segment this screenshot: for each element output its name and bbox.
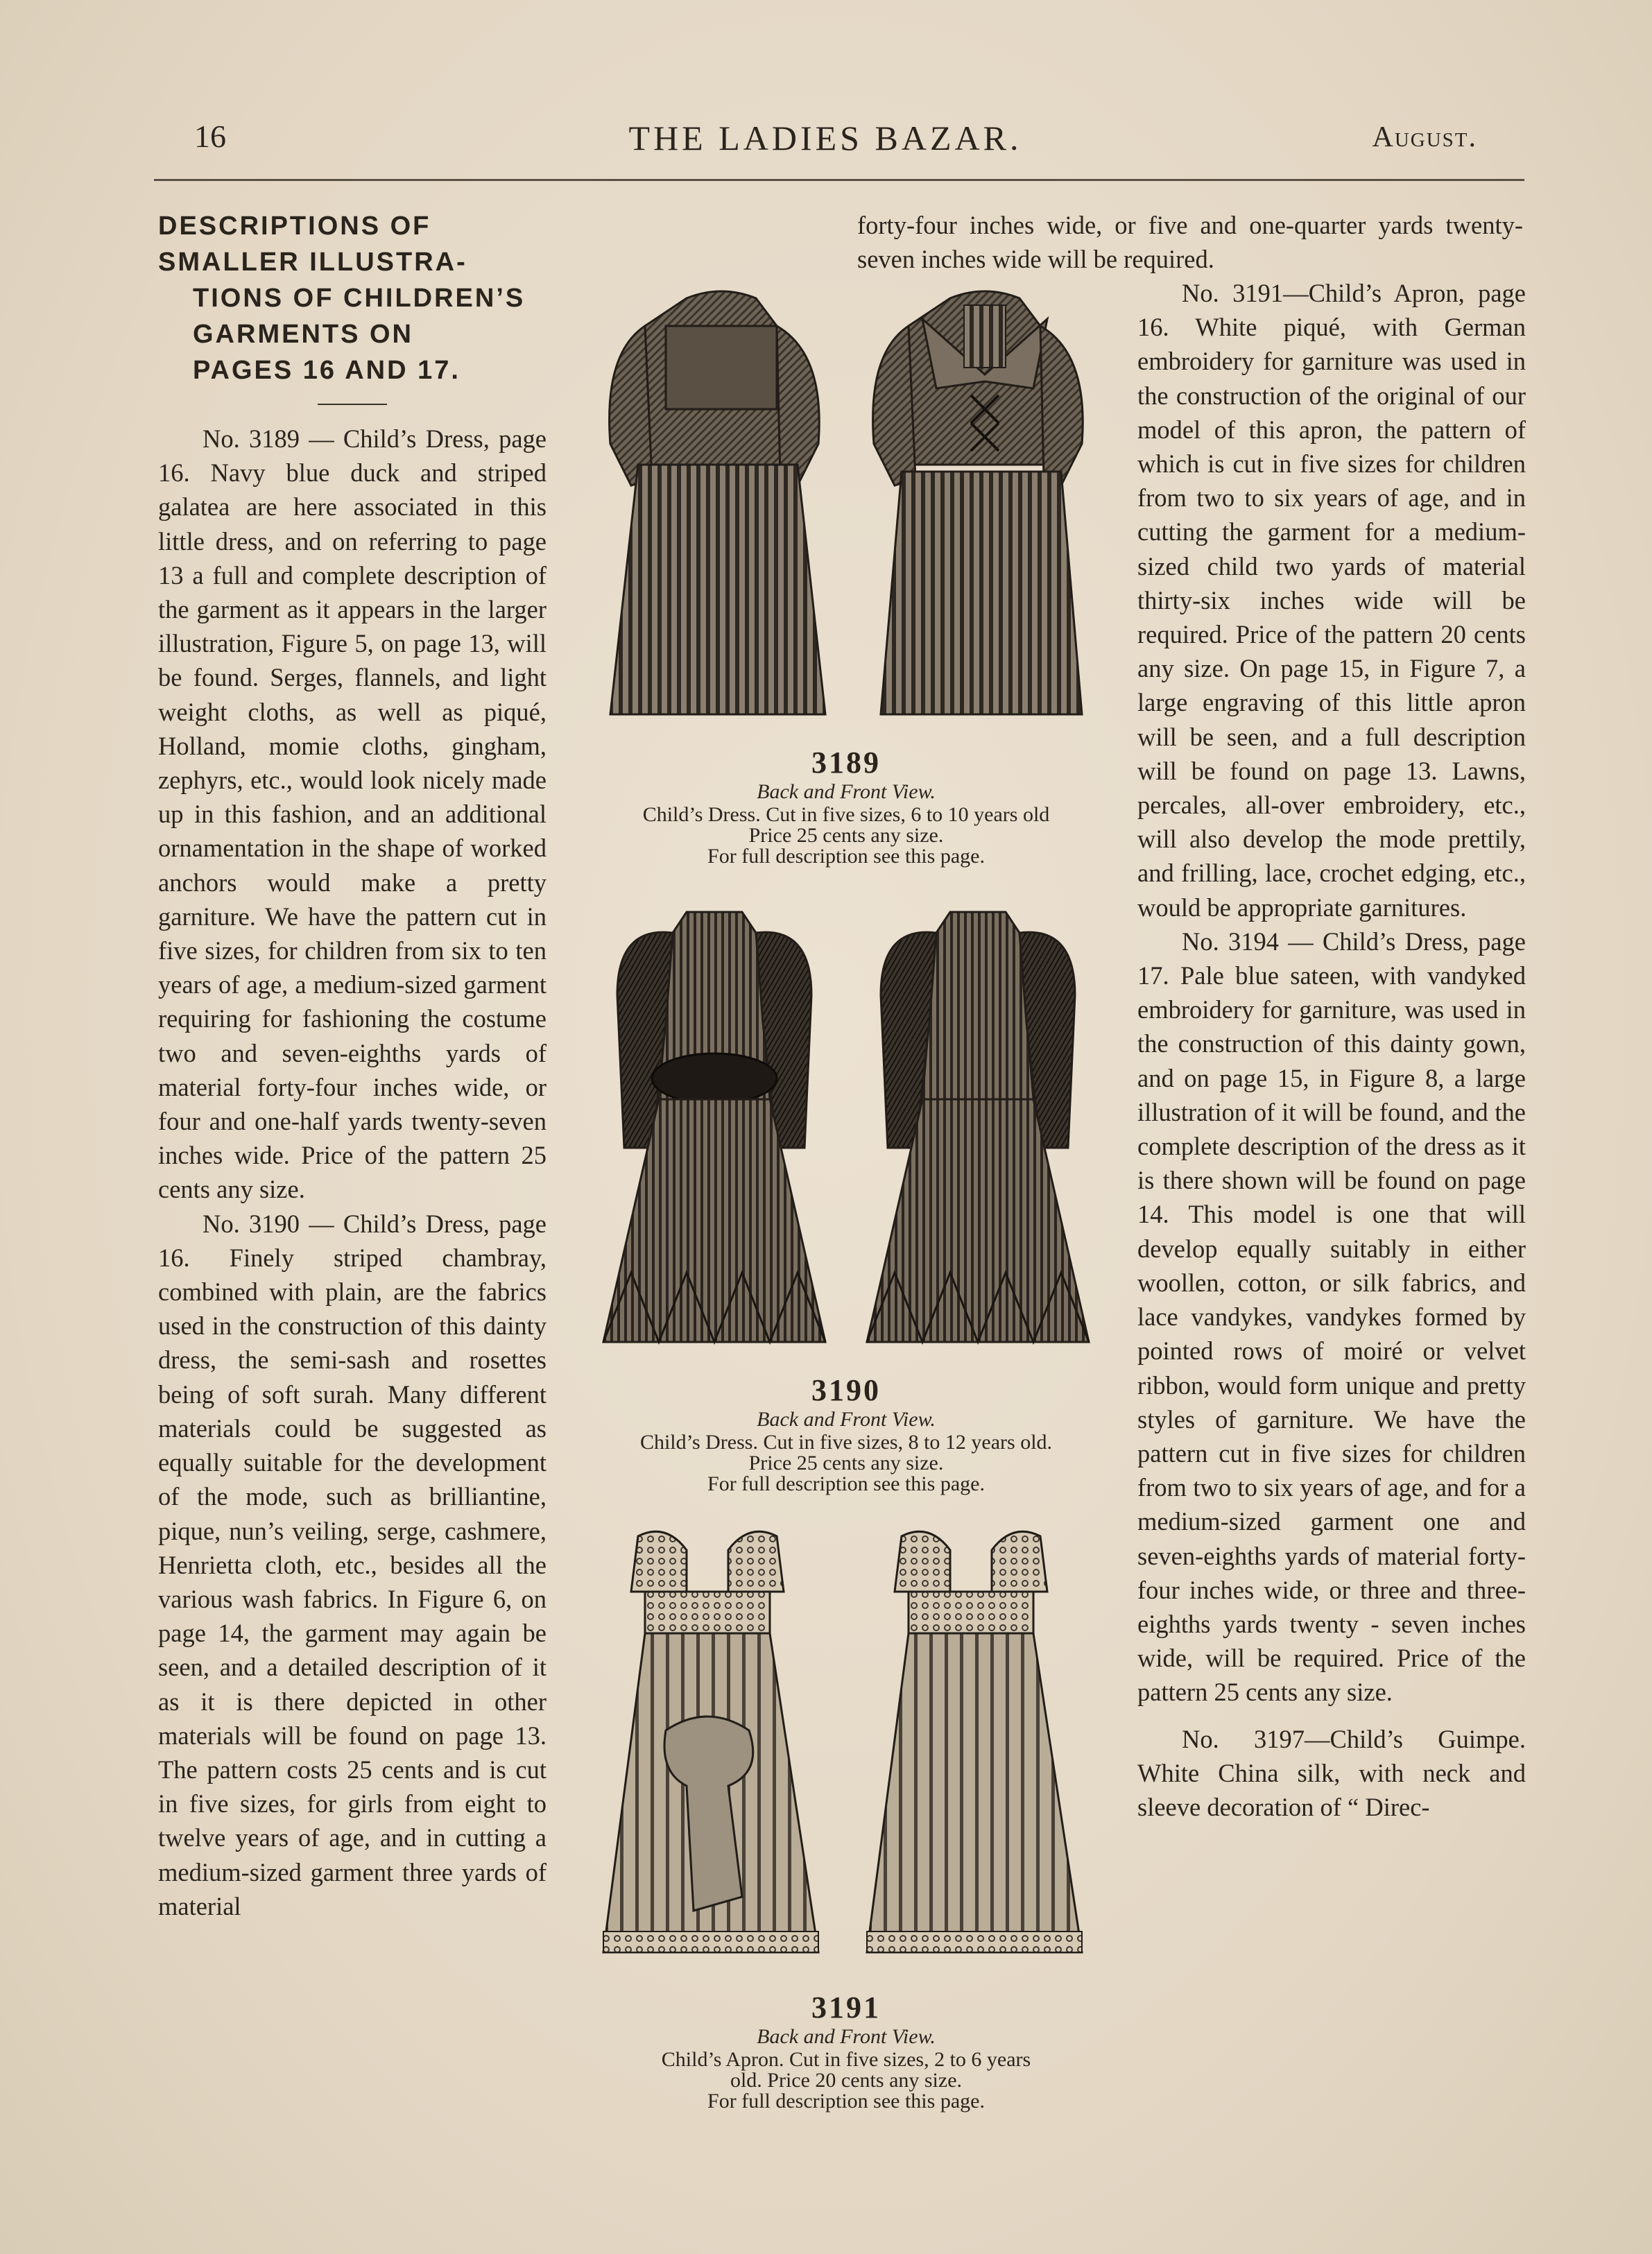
- dress-3190-illustration: [590, 898, 1103, 1370]
- masthead-title: THE LADIES BAZAR.: [628, 119, 1022, 157]
- paragraph-3191: No. 3191—Child’s Apron, page 16. White piqué, with German embroidery for garniture was used in the construction of the original of our model of this apron, the pattern of which is cut in five sizes for children from two to six years of age, and in cutting the garment for a medium-sized child two yards of material thirty-six inches wide will be required. Price of the pattern 20 cents any size. On page 15, in Figure 7, a large engraving of this little apron will be seen, and a full description will be found on page 13. Lawns, percales, all-over embroidery, etc., will also develop the mode prettily, and frilling, lace, crochet edging, etc., would be appropriate garnitures.: [1137, 279, 1526, 922]
- figure-number: 3189: [811, 746, 881, 780]
- figure-3189: [576, 284, 1117, 867]
- figure-note: For full description see this page.: [707, 1472, 985, 1495]
- heading-line: DESCRIPTIONS OF SMALLER ILLUSTRA-: [158, 212, 467, 277]
- figure-caption: Child’s Dress. Cut in five sizes, 6 to 10 years old: [642, 803, 1050, 826]
- apron-3191-illustration: [590, 1522, 1103, 1987]
- figure-view-label: Back and Front View.: [757, 2025, 936, 2048]
- figure-note: For full description see this page.: [707, 845, 985, 868]
- heading-divider: [318, 404, 387, 405]
- figure-number: 3191: [811, 1990, 881, 2024]
- figure-view-label: Back and Front View.: [757, 780, 936, 803]
- figure-3190: [576, 898, 1117, 1495]
- center-top-text: [857, 208, 1523, 276]
- heading-line: PAGES 16 AND 17.: [193, 356, 461, 385]
- paragraph-3197: No. 3197—Child’s Guimpe. White China silk, with neck and sleeve decoration of “ Direc-: [1137, 1724, 1526, 1821]
- header-rule: [154, 179, 1524, 181]
- paragraph-3189: No. 3189 — Child’s Dress, page 16. Navy blue duck and striped galatea are here associated in this little dress, and on referring to page 13 a full and complete description of the garment as it appears in the larger illustration, Figure 5, on page 13, will be found. Serges, flannels, and light weight cloths, as well as piqué, Holland, momie cloths, gingham, zephyrs, etc., would look nicely made up in this fashion, and an additional ornamentation in the shape of worked anchors would make a pretty garniture. We have the pattern cut in five sizes, for children from six to ten years of age, a medium-sized garment requiring for fashioning the costume two and seven-eighths yards of material forty-four inches wide, or four and one-half yards twenty-seven inches wide. Price of the pattern 25 cents any size.: [158, 424, 547, 1204]
- left-column: [158, 208, 547, 1923]
- paragraph-3190: No. 3190 — Child’s Dress, page 16. Finely striped chambray, combined with plain, are the fabrics used in the construction of this dainty dress, the semi-sash and rosettes being of soft surah. Many different materials could be suggested as equally suitable for the development of the mode, such as brilliantine, pique, nun’s veiling, serge, cashmere, Henrietta cloth, etc., besides all the various wash fabrics. In Figure 6, on page 14, the garment may again be seen, and a detailed description of it as it is there depicted in other materials will be found on page 13. The pattern costs 25 cents and is cut in five sizes, for girls from eight to twelve years of age, and in cutting a medium-sized garment three yards of material: [158, 1209, 547, 1920]
- section-heading: [158, 208, 547, 388]
- continued-text: forty-four inches wide, or five and one-quarter yards twenty-seven inches wide will be required.: [857, 211, 1523, 274]
- right-column: [1137, 276, 1526, 1824]
- running-header: [153, 118, 1498, 166]
- figure-price: Price 25 cents any size.: [748, 1452, 944, 1474]
- dress-3189-illustration: [590, 284, 1103, 742]
- figure-price: Price 25 cents any size.: [748, 824, 944, 847]
- page-number: 16: [194, 119, 226, 154]
- figure-view-label: Back and Front View.: [757, 1408, 936, 1431]
- figure-number: 3190: [811, 1373, 881, 1407]
- figure-caption: Child’s Dress. Cut in five sizes, 8 to 12 years old.: [639, 1431, 1053, 1454]
- figure-note: For full description see this page.: [707, 2090, 985, 2113]
- figure-3191: [576, 1522, 1117, 2112]
- issue-month: August.: [1372, 121, 1477, 153]
- heading-line: TIONS OF CHILDREN’S GARMENTS ON: [193, 284, 526, 349]
- figure-price: old. Price 20 cents any size.: [730, 2069, 963, 2092]
- figure-caption: Child’s Apron. Cut in five sizes, 2 to 6 years: [661, 2048, 1031, 2071]
- paragraph-3194: No. 3194 — Child’s Dress, page 17. Pale blue sateen, with vandyked embroidery for garniture, was used in the construction of this dainty gown, and on page 15, in Figure 8, a large illustration of it will be found, and the complete description of the dress as it is there shown will be found on page 14. This model is one that will develop equally suitably in either woollen, cotton, or silk fabrics, and lace vandykes, vandykes formed by pointed rows of moiré or velvet ribbon, would form unique and pretty styles of garniture. We have the pattern cut in five sizes for children from two to six years of age, and for a medium-sized garment one and seven-eighths yards of material forty-four inches wide, or three and three-eighths yards twenty - seven inches wide, will be required. Price of the pattern 25 cents any size.: [1137, 927, 1526, 1707]
